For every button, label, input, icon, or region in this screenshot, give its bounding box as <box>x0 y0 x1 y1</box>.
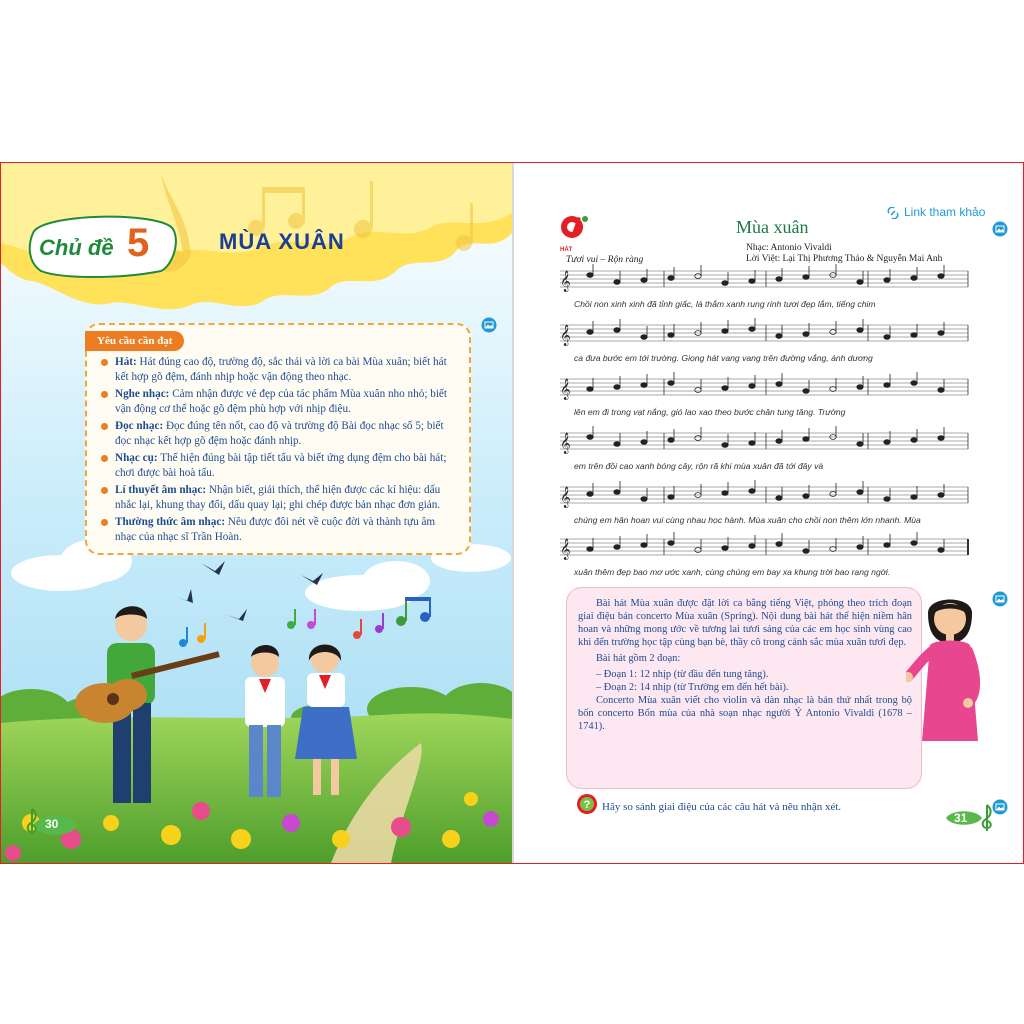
treble-clef-mark: 𝄞 <box>560 539 571 560</box>
note-head <box>614 280 620 285</box>
image-icon[interactable] <box>992 591 1008 607</box>
note-head <box>695 436 701 441</box>
note-head <box>830 330 836 335</box>
note-head <box>668 438 674 443</box>
note-head <box>695 388 701 393</box>
lyric-line: em trên đồi cao xanh bóng cây, rộn rã khi mùa xuân đã tới đây và <box>574 461 824 471</box>
note-head <box>749 544 755 549</box>
note-head <box>641 383 647 388</box>
list-item: Đọc nhạc: Đọc đúng tên nốt, cao độ và trường độ Bài đọc nhạc số 5; biết đọc nhạc kết hợp gõ đệm hoặc đánh nhịp. <box>101 419 459 449</box>
page-number-right: 31 <box>954 811 968 825</box>
chapter-label: Chủ đề <box>39 235 114 260</box>
note-head <box>938 331 944 336</box>
note-head <box>749 441 755 446</box>
treble-clef-mark: 𝄞 <box>560 433 571 454</box>
note-head <box>776 439 782 444</box>
note-head <box>614 545 620 550</box>
note-head <box>803 437 809 442</box>
note-head <box>668 333 674 338</box>
note-head <box>722 546 728 551</box>
note-head <box>803 389 809 394</box>
note-head <box>641 440 647 445</box>
chapter-number: 5 <box>127 221 150 265</box>
note-head <box>911 541 917 546</box>
unit-title: MÙA XUÂN <box>219 229 345 254</box>
note-head <box>614 442 620 447</box>
note-head <box>668 495 674 500</box>
list-item: Thường thức âm nhạc: Nêu được đôi nét về cuộc đời và thành tựu âm nhạc của nhạc sĩ Trần Hoàn. <box>101 515 459 545</box>
song-credits <box>746 243 942 265</box>
treble-clef-mark: 𝄞 <box>560 487 571 508</box>
note-head <box>776 382 782 387</box>
note-head <box>749 384 755 389</box>
note-head <box>803 494 809 499</box>
note-head <box>857 385 863 390</box>
list-item: Nhạc cụ: Thể hiện đúng bài tập tiết tấu và biết ứng dụng đệm cho bài hát; chơi được bài hoà tấu. <box>101 451 459 481</box>
note-head <box>938 493 944 498</box>
lyric-line: Chồi non xinh xinh đã tỉnh giấc, lá thắm xanh rung rinh tươi đẹp lắm, tiếng chim <box>574 299 876 309</box>
note-head <box>830 387 836 392</box>
question-prompt: Hãy so sánh giai điệu của các câu hát và nêu nhận xét. <box>602 801 842 813</box>
treble-clef-mark: 𝄞 <box>560 271 571 292</box>
list-item: Nghe nhạc: Cảm nhận được vẻ đẹp của tác phẩm Mùa xuân nho nhỏ; biết vận động cơ thể hoặc gõ đệm phù hợp với nhịp điệu. <box>101 387 459 417</box>
note-head <box>884 497 890 502</box>
note-head <box>830 492 836 497</box>
page-number-left: 30 <box>45 817 59 831</box>
right-page <box>514 163 1023 863</box>
lyricist: Lời Việt: Lại Thị Phương Thảo & Nguyễn Mai Anh <box>746 254 943 264</box>
note-head <box>911 333 917 338</box>
note-head <box>668 541 674 546</box>
note-head <box>668 276 674 281</box>
note-head <box>884 278 890 283</box>
note-head <box>938 548 944 553</box>
treble-clef-icon <box>23 807 41 835</box>
info-item: – Đoạn 1: 12 nhịp (từ đầu đến tung tăng). <box>596 669 769 680</box>
note-head <box>641 497 647 502</box>
lyric-line: ca đưa bước em tới trường. Giọng hát vang vang trên đường vắng, ánh dương <box>574 353 873 363</box>
image-icon[interactable] <box>992 799 1008 815</box>
note-head <box>749 327 755 332</box>
requirements-title: Yêu cầu cần đạt <box>85 331 184 351</box>
note-head <box>776 496 782 501</box>
note-head <box>857 280 863 285</box>
question-icon <box>576 793 598 815</box>
note-head <box>857 545 863 550</box>
note-head <box>641 543 647 548</box>
note-head <box>803 549 809 554</box>
textbook-spread <box>0 162 1024 864</box>
image-icon[interactable] <box>481 317 497 333</box>
note-head <box>722 281 728 286</box>
note-head <box>722 491 728 496</box>
note-head <box>911 438 917 443</box>
note-head <box>614 328 620 333</box>
note-head <box>776 277 782 282</box>
note-head <box>722 443 728 448</box>
note-head <box>911 495 917 500</box>
note-head <box>830 547 836 552</box>
list-item: Hát: Hát đúng cao độ, trường độ, sắc thái và lời ca bài Mùa xuân; biết hát kết hợp gõ đệm, đánh nhịp hoặc vận động theo nhạc. <box>101 355 459 385</box>
note-head <box>857 328 863 333</box>
info-item: – Đoạn 2: 14 nhịp (từ Trường em đến hết bài). <box>596 682 789 693</box>
list-item: Lí thuyết âm nhạc: Nhận biết, giải thích, thể hiện được các kí hiệu: dấu nhắc lại, khung thay đổi, dấu quay lại; ghi chép được bản nhạc đơn giản. <box>101 483 459 513</box>
note-head <box>803 275 809 280</box>
note-head <box>938 274 944 279</box>
image-icon[interactable] <box>992 221 1008 237</box>
note-head <box>884 335 890 340</box>
treble-clef-mark: 𝄞 <box>560 379 571 400</box>
svg-text:?: ? <box>583 799 591 811</box>
requirements-list <box>101 355 459 547</box>
song-title: Mùa xuân <box>736 217 809 237</box>
sheet-music <box>554 263 974 573</box>
note-head <box>884 383 890 388</box>
note-head <box>803 332 809 337</box>
note-head <box>587 492 593 497</box>
lyric-line: lên em đi trong vạt nắng, gió lao xao theo bước chân tung tăng. Trường <box>574 407 846 417</box>
info-paragraph: Bài hát Mùa xuân được đặt lời ca bằng tiếng Việt, phỏng theo trích đoạn giai điệu bản concerto Mùa xuân (Spring). Nội dung bài hát thể hiện niềm hân hoan và những mong ước về tương lai tươi sáng của các em học sinh vùng cao khi đến trường học tập cùng bạn bè, thầy cô trong cảnh sắc mùa xuân tươi đẹp. <box>578 598 912 648</box>
note-head <box>857 490 863 495</box>
note-head <box>776 542 782 547</box>
note-head <box>668 381 674 386</box>
singing-section-icon <box>558 213 592 247</box>
note-head <box>938 436 944 441</box>
note-head <box>776 334 782 339</box>
note-head <box>884 440 890 445</box>
note-head <box>857 442 863 447</box>
note-head <box>695 274 701 279</box>
teacher-illustration <box>906 591 998 743</box>
link-icon[interactable] <box>886 207 900 219</box>
note-head <box>911 276 917 281</box>
treble-clef-mark: 𝄞 <box>560 325 571 346</box>
note-head <box>587 330 593 335</box>
note-head <box>749 279 755 284</box>
note-head <box>695 548 701 553</box>
lyric-line: chúng em hân hoan vui cùng nhau học hành. Mùa xuân cho chồi non thêm lớn nhanh. Mùa <box>574 515 921 525</box>
info-paragraph: Concerto Mùa xuân viết cho violin và dàn nhạc là bản thứ nhất trong bộ bốn concerto Bốn mùa của nhà soạn nhạc người Ý Antonio Vivaldi (1678 – 1741). <box>578 695 912 732</box>
note-head <box>911 381 917 386</box>
note-head <box>641 335 647 340</box>
song-info-text <box>578 597 912 736</box>
note-head <box>587 435 593 440</box>
note-head <box>749 489 755 494</box>
note-head <box>641 278 647 283</box>
note-head <box>614 385 620 390</box>
note-head <box>722 329 728 334</box>
composer: Nhạc: Antonio Vivaldi <box>746 243 832 253</box>
info-paragraph: Bài hát gồm 2 đoạn: <box>596 653 681 664</box>
lyric-line: xuân thêm đẹp bao mơ ước xanh, cùng chúng em bay xa khung trời bao rạng ngời. <box>574 567 891 577</box>
note-head <box>722 386 728 391</box>
note-head <box>884 543 890 548</box>
note-head <box>587 273 593 278</box>
note-head <box>938 388 944 393</box>
link-reference[interactable]: Link tham khảo <box>904 205 986 219</box>
tempo-marking: Tươi vui – Rộn ràng <box>566 255 644 265</box>
section-badge: HÁT <box>560 247 573 253</box>
note-head <box>587 387 593 392</box>
left-page <box>1 163 512 863</box>
note-head <box>587 547 593 552</box>
note-head <box>614 490 620 495</box>
